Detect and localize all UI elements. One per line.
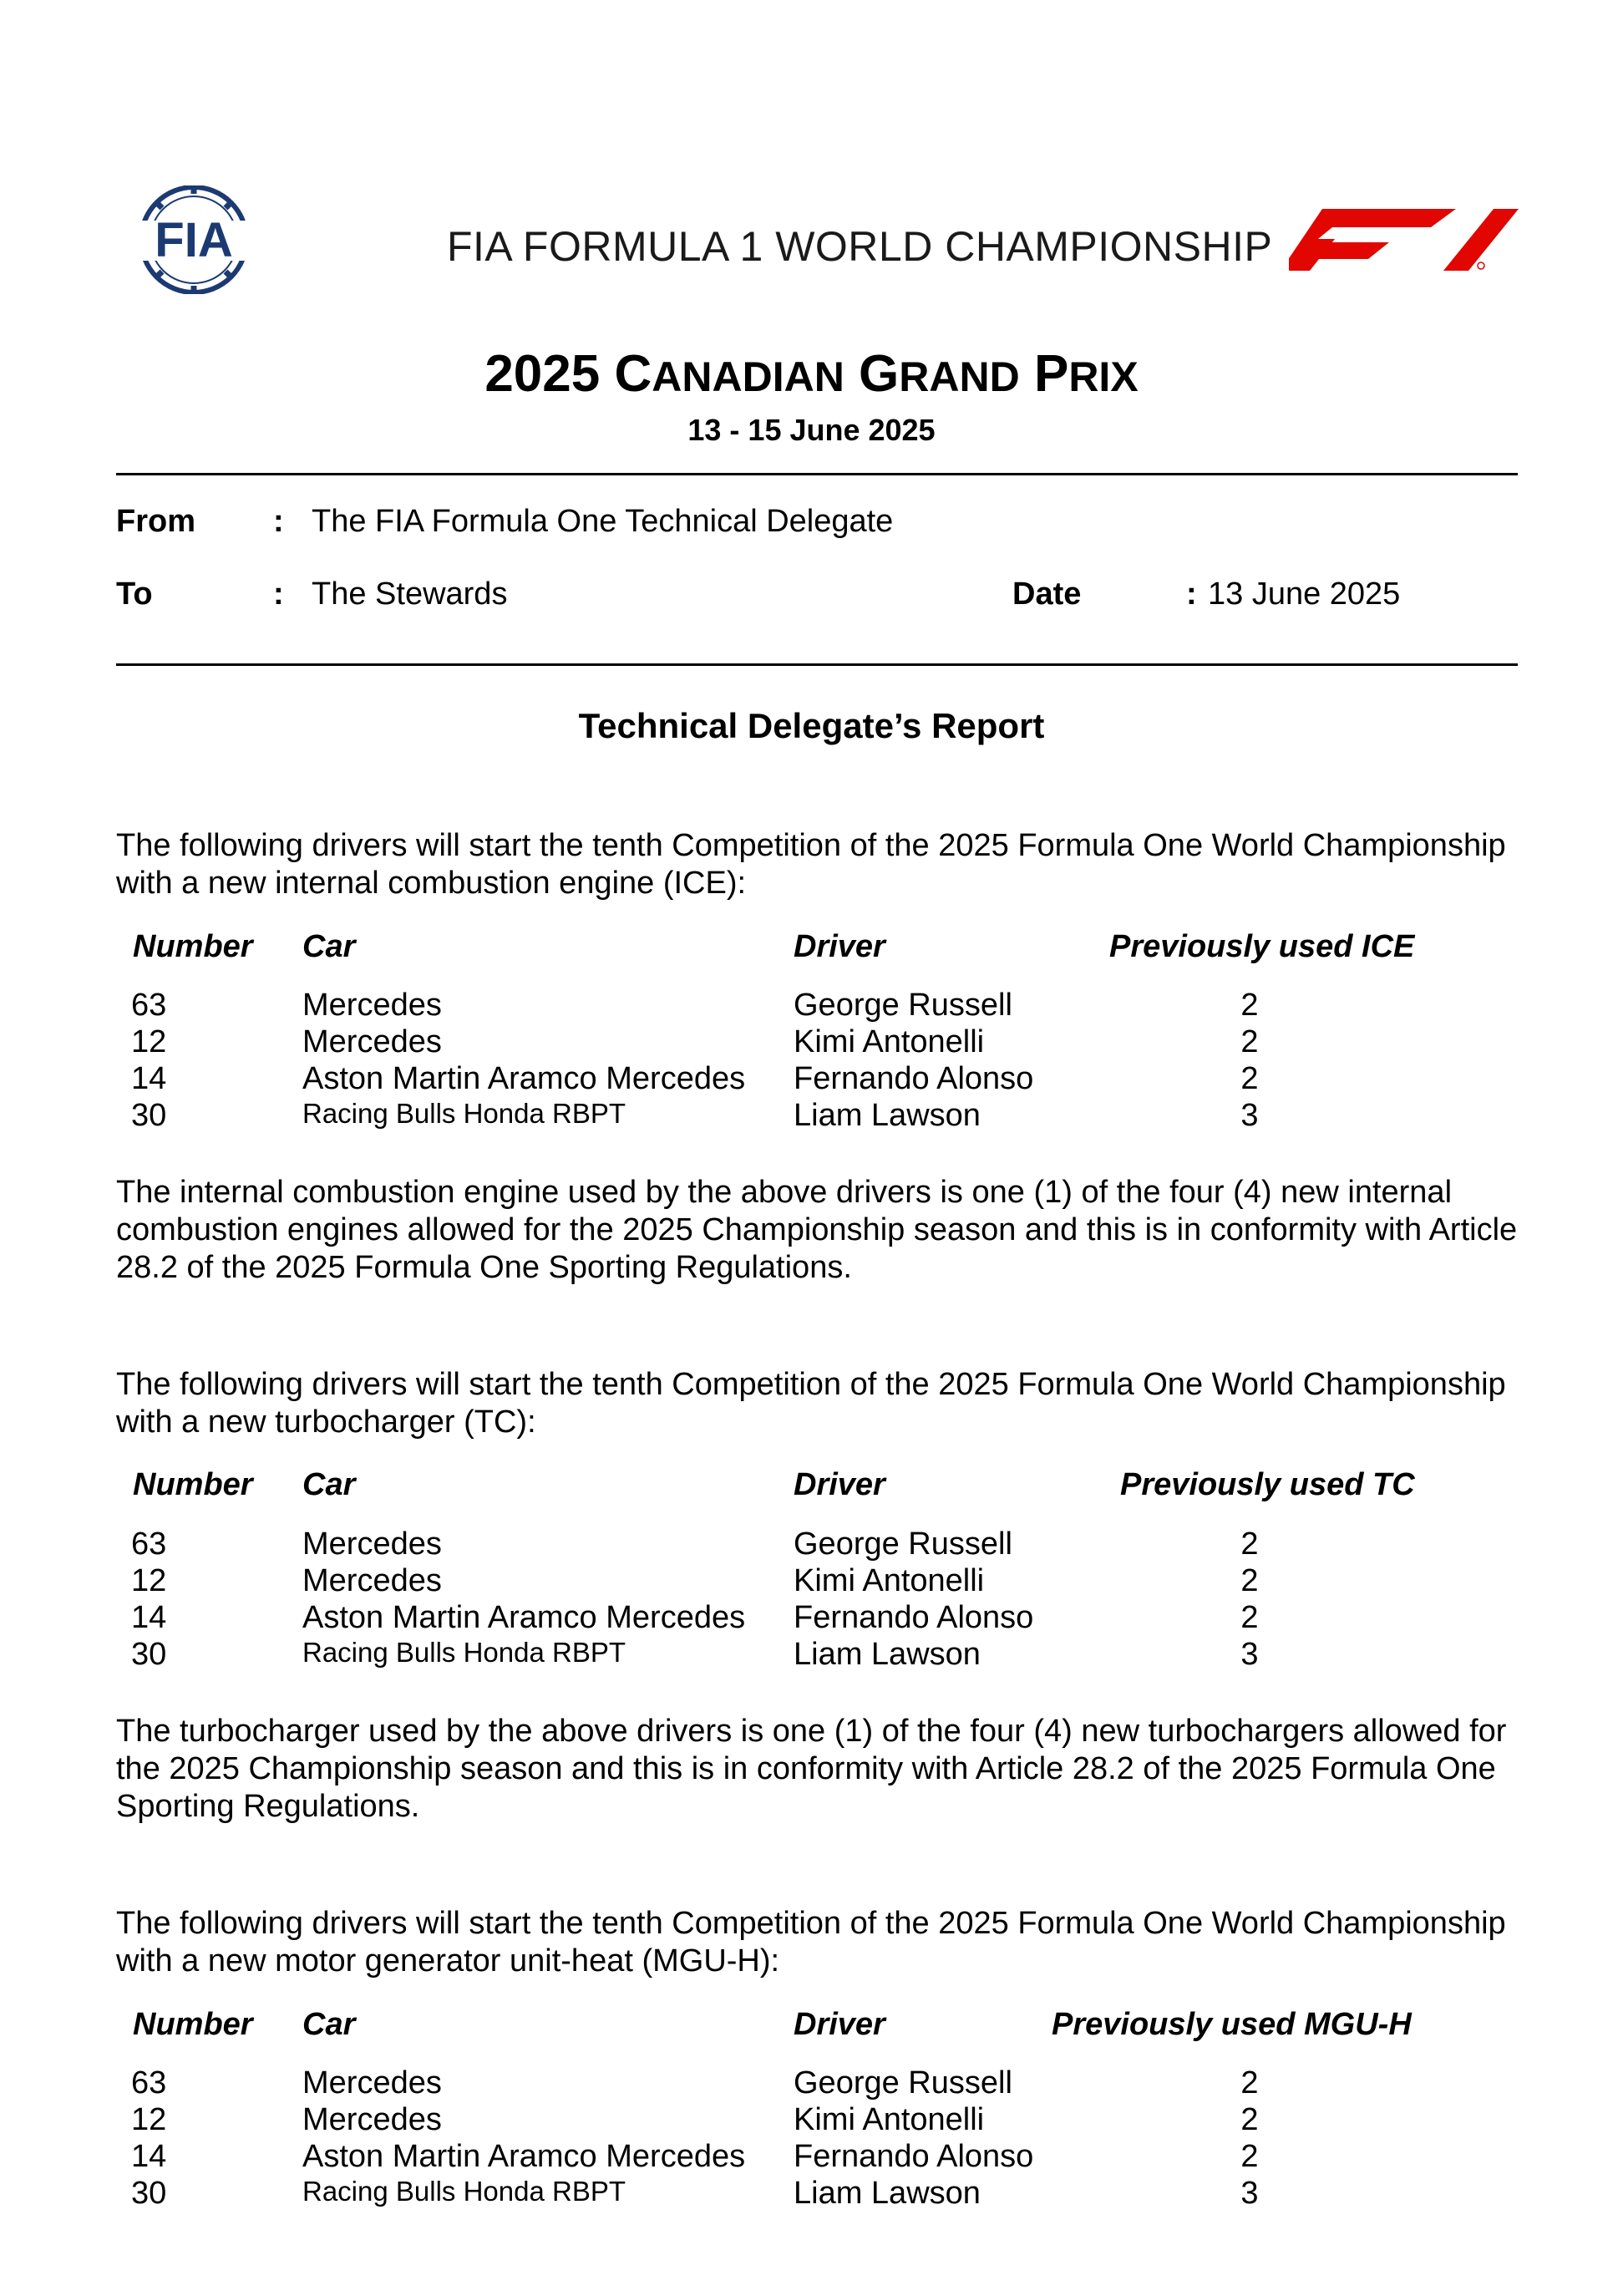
championship-heading: FIA FORMULA 1 WORLD CHAMPIONSHIP — [447, 223, 1273, 270]
mguh-row-4-driver: Liam Lawson — [794, 2176, 981, 2211]
memo-rule — [116, 663, 1518, 666]
mguh-row-4-car: Racing Bulls Honda RBPT — [302, 2176, 626, 2207]
tc-row-3-prev: 2 — [1240, 1600, 1259, 1635]
date-separator: : — [1186, 577, 1197, 612]
mguh-row-3-car: Aston Martin Aramco Mercedes — [302, 2139, 746, 2174]
ice-row-3-number: 14 — [131, 1061, 167, 1096]
mguh-row-1-car: Mercedes — [302, 2065, 442, 2100]
mguh-row-3-driver: Fernando Alonso — [794, 2139, 1034, 2174]
mguh-row-2-number: 12 — [131, 2102, 167, 2137]
mguh-row-3-number: 14 — [131, 2139, 167, 2174]
mguh-row-4-number: 30 — [131, 2176, 167, 2211]
ice-header-driver: Driver — [794, 929, 885, 964]
tc-row-2-prev: 2 — [1240, 1563, 1259, 1598]
ice-row-3-car: Aston Martin Aramco Mercedes — [302, 1061, 746, 1096]
mguh-header-driver: Driver — [794, 2007, 885, 2042]
tc-row-3-number: 14 — [131, 1600, 167, 1635]
tc-row-4-driver: Liam Lawson — [794, 1637, 981, 1672]
ice-header-number: Number — [133, 929, 253, 964]
ice-header-car: Car — [302, 929, 356, 964]
mguh-row-3-prev: 2 — [1240, 2139, 1259, 2174]
ice-row-1-car: Mercedes — [302, 988, 442, 1023]
ice-row-4-driver: Liam Lawson — [794, 1098, 981, 1133]
tc-row-4-car: Racing Bulls Honda RBPT — [302, 1637, 626, 1668]
report-title: Technical Delegate’s Report — [578, 706, 1045, 745]
mguh-row-2-driver: Kimi Antonelli — [794, 2102, 985, 2137]
tc-intro: The following drivers will start the tenth Competition of the 2025 Formula One World Championship with a new turbocharger (TC): — [116, 1367, 1506, 1440]
from-value: The FIA Formula One Technical Delegate — [312, 504, 894, 539]
tc-row-2-number: 12 — [131, 1563, 167, 1598]
to-separator: : — [273, 577, 284, 612]
tc-row-1-car: Mercedes — [302, 1526, 442, 1562]
date-label: Date — [1012, 577, 1082, 612]
mguh-row-4-prev: 3 — [1240, 2176, 1259, 2211]
mguh-header-car: Car — [302, 2007, 356, 2042]
ice-row-4-number: 30 — [131, 1098, 167, 1133]
tc-header-driver: Driver — [794, 1467, 885, 1502]
ice-row-3-driver: Fernando Alonso — [794, 1061, 1034, 1096]
tc-row-1-number: 63 — [131, 1526, 167, 1562]
mguh-row-1-number: 63 — [131, 2065, 167, 2100]
mguh-row-2-car: Mercedes — [302, 2102, 442, 2137]
ice-intro: The following drivers will start the tenth Competition of the 2025 Formula One World Championship with a new internal combustion engine (ICE): — [116, 828, 1506, 901]
to-label: To — [116, 577, 153, 612]
mguh-row-1-prev: 2 — [1240, 2065, 1259, 2100]
tc-row-4-prev: 3 — [1240, 1637, 1259, 1672]
mguh-row-2-prev: 2 — [1240, 2102, 1259, 2137]
ice-row-3-prev: 2 — [1240, 1061, 1259, 1096]
ice-conclusion: The internal combustion engine used by the above drivers is one (1) of the four (4) new internal combustion engines allowed for the 2025 Championship season and this is in conformity with Article 28.2 of the 2025 Formula One Sporting Regulations. — [116, 1175, 1518, 1285]
from-label: From — [116, 504, 195, 539]
tc-row-2-driver: Kimi Antonelli — [794, 1563, 985, 1598]
ice-row-1-number: 63 — [131, 988, 167, 1023]
fia-logo-text: FIA — [155, 213, 233, 267]
event-title: 2025 CANADIAN GRAND PRIX — [484, 345, 1139, 403]
ice-row-2-car: Mercedes — [302, 1024, 442, 1059]
mguh-header-number: Number — [133, 2007, 253, 2042]
ice-row-2-number: 12 — [131, 1024, 167, 1059]
from-separator: : — [273, 504, 284, 539]
ice-header-prev: Previously used ICE — [1109, 929, 1415, 964]
mguh-row-1-driver: George Russell — [794, 2065, 1012, 2100]
tc-row-1-driver: George Russell — [794, 1526, 1012, 1562]
f1-logo — [1289, 209, 1519, 271]
ice-row-1-driver: George Russell — [794, 988, 1012, 1023]
ice-row-2-driver: Kimi Antonelli — [794, 1024, 985, 1059]
tc-row-1-prev: 2 — [1240, 1526, 1259, 1562]
tc-row-2-car: Mercedes — [302, 1563, 442, 1598]
mguh-intro: The following drivers will start the tenth Competition of the 2025 Formula One World Championship with a new motor generator unit-heat (MGU-H): — [116, 1906, 1506, 1979]
fia-logo — [116, 185, 271, 294]
tc-conclusion: The turbocharger used by the above drivers is one (1) of the four (4) new turbochargers allowed for the 2025 Championship season and this is in conformity with Article 28.2 of the 2025 Formula One Sporting Regulations. — [116, 1714, 1507, 1824]
mguh-header-prev: Previously used MGU-H — [1052, 2007, 1412, 2042]
tc-row-4-number: 30 — [131, 1637, 167, 1672]
to-value: The Stewards — [312, 577, 508, 612]
tc-header-car: Car — [302, 1467, 356, 1502]
event-dates: 13 - 15 June 2025 — [687, 413, 936, 447]
tc-header-number: Number — [133, 1467, 253, 1502]
ice-row-4-prev: 3 — [1240, 1098, 1259, 1133]
ice-row-1-prev: 2 — [1240, 988, 1259, 1023]
tc-row-3-car: Aston Martin Aramco Mercedes — [302, 1600, 746, 1635]
ice-row-4-car: Racing Bulls Honda RBPT — [302, 1098, 626, 1129]
date-value: 13 June 2025 — [1208, 577, 1401, 612]
tc-header-prev: Previously used TC — [1120, 1467, 1415, 1502]
tc-row-3-driver: Fernando Alonso — [794, 1600, 1034, 1635]
ice-row-2-prev: 2 — [1240, 1024, 1259, 1059]
header-rule — [116, 473, 1518, 475]
